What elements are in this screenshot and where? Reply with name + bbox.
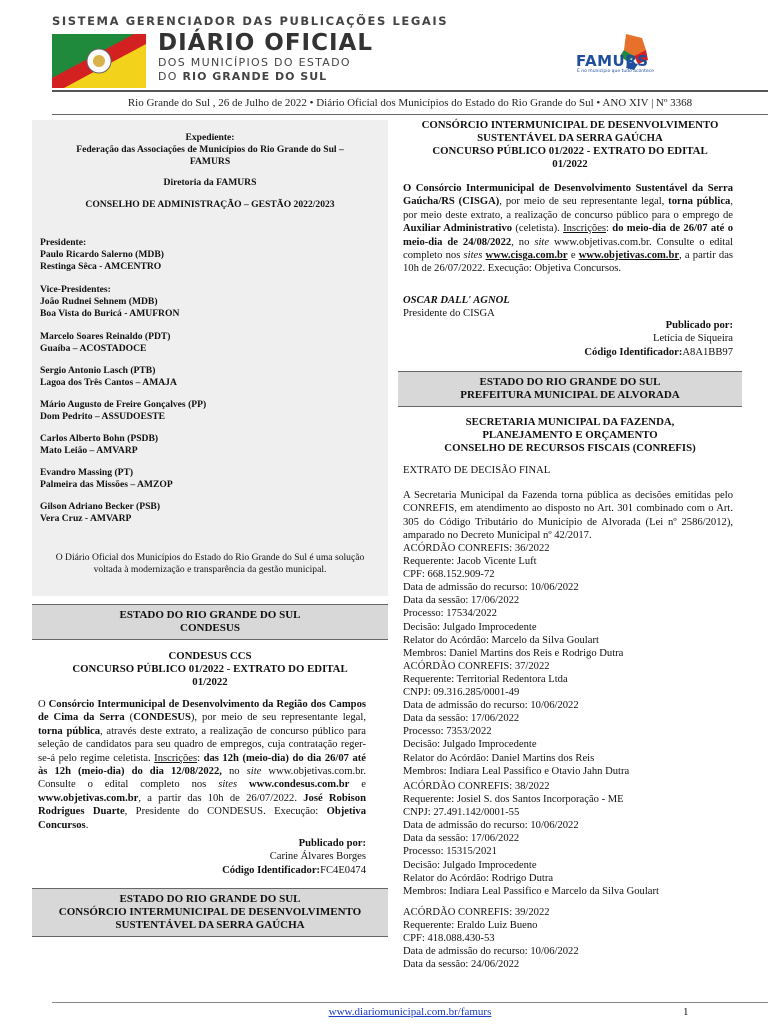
decision-line: Membros: Daniel Martins dos Reis e Rodrigo Dutra (403, 647, 624, 659)
text-run: José Robison Rodrigues Duarte (38, 792, 366, 818)
board-line: Vera Cruz - AMVARP (40, 513, 132, 524)
publisher-name: Carine Álvares Borges (269, 851, 366, 863)
famurs-tagline: É no município que tudo acontece (577, 69, 654, 74)
entity-label: CONDESUS (180, 622, 240, 634)
signer-role: Presidente do CISGA (403, 308, 495, 320)
edition-divider (52, 114, 768, 115)
text-run: www.objetivas.com.br (578, 250, 680, 262)
board-line: Guaíba – ACOSTADOCE (40, 343, 147, 354)
decision-list-a (403, 542, 743, 778)
board-line: Gilson Adriano Becker (PSB) (40, 501, 161, 512)
board-block (40, 237, 370, 273)
condesus-title-line: CONCURSO PÚBLICO 01/2022 - EXTRATO DO EDITAL (72, 663, 348, 675)
secretariat-line: PLANEJAMENTO E ORÇAMENTO (482, 429, 658, 441)
system-name: SISTEMA GERENCIADOR DAS PUBLICAÇÕES LEGAIS (52, 14, 449, 28)
condesus-title-line: 01/2022 (192, 676, 228, 688)
text-run: , a partir das 10h de 26/07/2022. Execução: Objetiva Concursos. (403, 250, 734, 275)
code-label: Código Identificador: (584, 346, 683, 358)
decision-line: ACÓRDÃO CONREFIS: 37/2022 (403, 660, 550, 672)
decision-line: Membros: Indiara Leal Passifico e Otavio Jahn Dutra (403, 765, 630, 777)
decision-line: Decisão: Julgado Improcedente (403, 859, 537, 871)
identifier-code (38, 864, 366, 877)
text-run: Consórcio Intermunicipal de Desenvolvimento da Região dos Campos de Cima da Serra (38, 699, 366, 724)
decision-line: ACÓRDÃO CONREFIS: 36/2022 (403, 543, 550, 554)
board-line: Marcelo Soares Reinaldo (PDT) (40, 331, 171, 342)
text-run: www.cisga.com.br (485, 250, 568, 262)
condesus-body (38, 698, 366, 832)
decision-line: Data da sessão: 17/06/2022 (403, 713, 520, 725)
board-block (40, 284, 370, 320)
diario-oficial-title: DIÁRIO OFICIAL (158, 30, 373, 56)
board-block (40, 433, 370, 457)
decision-line: CPF: 668.152.909-72 (403, 569, 495, 581)
condesus-publication (38, 837, 366, 877)
text-run (237, 779, 249, 790)
alvorada-secretariat (398, 416, 742, 455)
text-run: site (246, 766, 262, 778)
header-divider (52, 90, 768, 92)
code-value: FC4E0474 (320, 864, 366, 876)
text-run: sites (218, 779, 238, 791)
text-run: , Presidente do CONDESUS. Execução: (124, 806, 327, 818)
extract-title: EXTRATO DE DECISÃO FINAL (403, 465, 551, 476)
decision-line: CNPJ: 09.316.285/0001-49 (403, 687, 520, 699)
header-subtitle-prefix: DO (158, 70, 178, 83)
cisga-title-line: 01/2022 (552, 158, 588, 170)
famurs-label: FAMURS (189, 156, 231, 167)
decision-line: Data da sessão: 24/06/2022 (403, 959, 520, 971)
board-line: Evandro Massing (PT) (40, 467, 134, 478)
text-run: , através deste extrato, a realização de concurso público para seleção de candidatos para seu quadro de empregos, cuja contratação reger-se-á pelo regime celetista. (38, 725, 366, 764)
cisga-signature (403, 294, 510, 321)
board-line: Carlos Alberto Bohn (PSDB) (40, 433, 159, 444)
board-line: Dom Pedrito – ASSUDOESTE (40, 411, 165, 422)
entity-label: PREFEITURA MUNICIPAL DE ALVORADA (460, 389, 680, 401)
text-run: , no (511, 236, 535, 248)
famurs-logo (568, 32, 708, 80)
text-run: Inscrições (154, 752, 198, 764)
decision-line: Requerente: Jacob Vicente Luft (403, 556, 537, 568)
condesus-title (32, 650, 388, 689)
text-run: , por meio deste extrato, a realização de concurso público para o emprego de (403, 196, 733, 221)
text-run: no (221, 766, 247, 778)
secretariat-line: SECRETARIA MUNICIPAL DA FAZENDA, (465, 416, 675, 428)
condesus-title-line: CONDESUS CCS (168, 650, 252, 662)
decision-line: Relator do Acórdão: Marcelo da Silva Goulart (403, 634, 599, 646)
state-label: ESTADO DO RIO GRANDE DO SUL (119, 609, 301, 621)
board-line: Vice-Presidentes: (40, 284, 111, 295)
board-block (40, 331, 370, 355)
text-run: www.objetivas.com.br (38, 792, 139, 804)
decision-line: Membros: Indiara Leal Passifico e Marcelo da Silva Goulart (403, 885, 659, 897)
entity-label: CONSÓRCIO INTERMUNICIPAL DE DESENVOLVIMENTO (58, 906, 362, 918)
text-run: sites (463, 250, 483, 262)
decision-line: Data da sessão: 17/06/2022 (403, 833, 520, 845)
decision-line: Data de admissão do recurso: 10/06/2022 (403, 820, 579, 832)
board-block (40, 501, 370, 525)
decision-line: CPF: 418.088.430-53 (403, 933, 495, 945)
text-run: das 12h (meio-dia) do dia 26/07 até às 12h (meio-dia) do dia 12/08/2022, (38, 752, 366, 778)
famurs-wordmark: FAMURS (576, 52, 649, 70)
text-run: www.objetivas.com.br. Consulte o edital completo nos (403, 236, 733, 262)
council-label: CONSELHO DE ADMINISTRAÇÃO – GESTÃO 2022/2023 (85, 199, 335, 210)
cisga-body (403, 182, 733, 276)
board-line: João Rudnei Sehnem (MDB) (40, 296, 158, 307)
text-run: CONDESUS (133, 712, 191, 724)
text-run: (celetista). (512, 223, 564, 235)
text-run: e (567, 250, 579, 262)
footer-divider (52, 1002, 768, 1003)
cisga-publication (403, 319, 733, 359)
directorate-label: Diretoria da FAMURS (163, 177, 257, 188)
expediente-header (40, 132, 380, 168)
board-line: Restinga Sêca - AMCENTRO (40, 261, 162, 272)
text-run: torna pública (38, 725, 101, 737)
state-label: ESTADO DO RIO GRANDE DO SUL (119, 893, 301, 905)
text-run: Objetiva Concursos (38, 806, 367, 831)
alvorada-intro: A Secretaria Municipal da Fazenda torna pública as decisões emitidas pelo CONREFIS, em atendimento ao disposto no Art. 301 combinado com o Art. 305 do Código Tributário do Município de Alvorada (Lei nº 2586/2012), amparado no Decreto Municipal nº 42/2017. (403, 490, 733, 542)
decision-line: CNPJ: 27.491.142/0001-55 (403, 807, 520, 819)
page-number: 1 (683, 1006, 689, 1018)
board-block (40, 399, 370, 423)
decision-line: Requerente: Territorial Redentora Ltda (403, 673, 568, 685)
board-block (40, 365, 370, 389)
text-run: Inscrições (563, 223, 607, 235)
board-line: Presidente: (40, 237, 87, 248)
decision-list-c (403, 906, 743, 971)
text-run: : (606, 223, 613, 235)
decision-line: Data de admissão do recurso: 10/06/2022 (403, 946, 579, 958)
header-subtitle-2 (158, 70, 327, 83)
code-label: Código Identificador: (222, 864, 321, 876)
text-run: , a partir das 10h de 26/07/2022. (138, 792, 304, 804)
text-run: site (534, 236, 550, 248)
decision-line: Decisão: Julgado Improcedente (403, 621, 537, 633)
decision-line: Data da sessão: 17/06/2022 (403, 595, 520, 607)
decision-line: Processo: 17534/2022 (403, 608, 497, 620)
cisga-title-line: SUSTENTÁVEL DA SERRA GAÚCHA (477, 132, 663, 144)
decision-line: Processo: 15315/2021 (403, 846, 497, 858)
text-run: do meio-dia de 26/07 até o meio-dia de 24/08/2022 (403, 223, 733, 248)
cisga-title-line: CONCURSO PÚBLICO 01/2022 - EXTRATO DO EDITAL (432, 145, 708, 157)
board-line: Palmeira das Missões – AMZOP (40, 479, 173, 490)
board-line: Sergio Antonio Lasch (PTB) (40, 365, 156, 376)
secretariat-line: CONSELHO DE RECURSOS FISCAIS (CONREFIS) (444, 442, 696, 454)
text-run: Auxiliar Administrativo (403, 223, 513, 235)
decision-line: ACÓRDÃO CONREFIS: 38/2022 (403, 781, 550, 792)
decision-line: Data de admissão do recurso: 10/06/2022 (403, 582, 579, 594)
code-value: A8A1BB97 (682, 346, 733, 358)
diario-note: O Diário Oficial dos Municípios do Estado do Rio Grande do Sul é uma solução voltada à modernização e transparência da gestão municipal. (55, 552, 365, 575)
decision-line: Requerente: Josiel S. dos Santos Incorporação - ME (403, 794, 624, 806)
edition-line: Rio Grande do Sul , 26 de Julho de 2022 • Diário Oficial dos Municípios do Estado do Rio Grande do Sul • ANO XIV | Nº 3368 (127, 97, 693, 109)
decision-line: Processo: 7353/2022 (403, 726, 492, 738)
decision-line: Relator do Acórdão: Daniel Martins dos Reis (403, 752, 595, 764)
federation-name: Federação das Associações de Municípios do Rio Grande do Sul – (76, 144, 344, 155)
entity-label: SUSTENTÁVEL DA SERRA GAÚCHA (115, 919, 305, 931)
published-by-label: Publicado por: (298, 838, 366, 849)
board-members (40, 237, 370, 525)
published-by-label: Publicado por: (665, 320, 733, 331)
board-line: Mário Augusto de Freire Gonçalves (PP) (40, 399, 207, 410)
board-line: Boa Vista do Buricá - AMUFRON (40, 308, 180, 319)
state-label: ESTADO DO RIO GRANDE DO SUL (479, 376, 661, 388)
decision-list-b (403, 780, 743, 898)
publisher-name: Letícia de Siqueira (652, 333, 733, 345)
text-run: O (38, 699, 49, 710)
text-run: : (197, 752, 204, 764)
text-run: www.condesus.com.br (249, 779, 350, 791)
decision-line: Decisão: Julgado Improcedente (403, 739, 537, 751)
board-line: Paulo Ricardo Salerno (MDB) (40, 249, 164, 260)
text-run: ( (124, 712, 134, 724)
board-block (40, 467, 370, 491)
decision-line: Data de admissão do recurso: 10/06/2022 (403, 700, 579, 712)
cisga-title-line: CONSÓRCIO INTERMUNICIPAL DE DESENVOLVIMENTO (421, 119, 719, 131)
alvorada-section-header (398, 371, 742, 407)
board-line: Mato Leião – AMVARP (40, 445, 138, 456)
text-run: O Consórcio Intermunicipal de Desenvolvimento Sustentável da Serra Gaúcha/RS (CISGA) (403, 183, 733, 208)
text-run: , por meio de seu representante legal, (499, 196, 669, 208)
cisga-title (398, 119, 742, 171)
text-run: . (85, 819, 89, 831)
header-subtitle-bold: RIO GRANDE DO SUL (182, 70, 328, 83)
decision-line: Relator do Acórdão: Rodrigo Dutra (403, 872, 554, 884)
expediente-title: Expediente: (185, 132, 235, 143)
decision-line: Requerente: Eraldo Luiz Bueno (403, 920, 538, 932)
header-subtitle-1: DOS MUNICÍPIOS DO ESTADO (158, 56, 351, 69)
cisga-section-header (32, 888, 388, 937)
decision-line: ACÓRDÃO CONREFIS: 39/2022 (403, 907, 550, 918)
rs-flag-icon (52, 34, 146, 88)
signer-name: OSCAR DALL' AGNOL (403, 295, 510, 306)
text-run: torna pública (668, 196, 731, 208)
text-run: e (349, 779, 366, 791)
identifier-code (403, 346, 733, 359)
footer-link[interactable]: www.diariomunicipal.com.br/famurs (328, 1006, 492, 1018)
condesus-section-header (32, 604, 388, 640)
text-run: ), por meio de seu representante legal, (190, 712, 366, 724)
board-line: Lagoa dos Três Cantos – AMAJA (40, 377, 177, 388)
text-run: www.objetivas.com.br. Consulte o edital completo nos (38, 766, 367, 791)
